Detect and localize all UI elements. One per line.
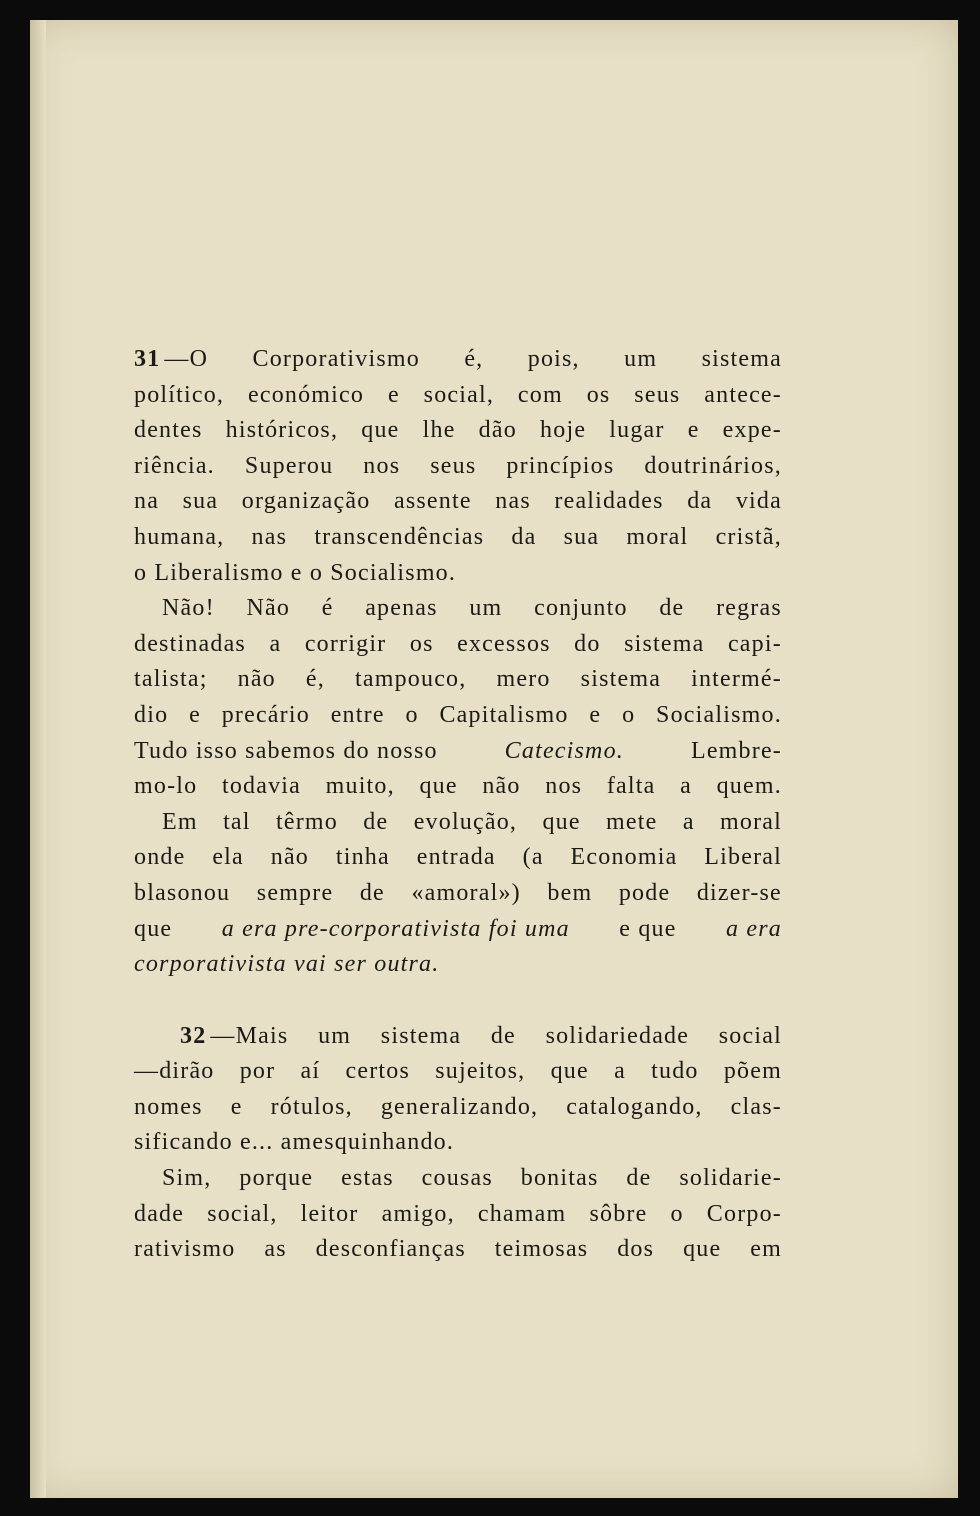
paragraph-31-line-5	[134, 484, 782, 520]
word: entre	[330, 701, 385, 728]
word: —Mais	[210, 1022, 289, 1049]
word: —dirão	[134, 1058, 215, 1085]
word: põem	[723, 1058, 782, 1085]
word: um	[469, 595, 503, 622]
word: de	[626, 1165, 652, 1192]
paragraph-em-tal-line-4	[134, 912, 782, 948]
word: porque	[239, 1165, 314, 1192]
word: de	[363, 808, 389, 835]
word: solidariedade	[545, 1022, 690, 1049]
paragraph-nao-line-2	[134, 627, 782, 663]
word: lhe	[422, 417, 456, 444]
paragraph-32-line-1	[134, 1019, 782, 1055]
word: tudo	[651, 1058, 699, 1085]
word: assente	[394, 488, 472, 515]
word: rativismo	[134, 1236, 236, 1263]
word: sistema	[380, 1022, 462, 1049]
line-text: o Liberalismo e o Socialismo.	[134, 559, 457, 586]
word: é,	[464, 346, 484, 372]
word: sistema	[701, 346, 782, 372]
word: mete	[606, 808, 658, 835]
word: Em	[162, 808, 198, 835]
word: blasonou	[134, 879, 231, 906]
word: destinadas	[134, 630, 246, 657]
word: social,	[207, 1200, 278, 1227]
era-italic-final: corporativista vai ser outra.	[134, 951, 440, 978]
word: estas	[341, 1165, 394, 1192]
word: generalizando,	[380, 1093, 539, 1120]
line-text	[134, 449, 782, 485]
word: sempre	[256, 879, 334, 906]
catecismo-italic: Catecismo.	[504, 737, 624, 764]
word: que	[361, 417, 400, 444]
word: os	[409, 630, 434, 657]
line-text: Tudo isso sabemos do nosso	[134, 737, 438, 764]
word: (a	[522, 844, 544, 871]
word: «amoral»)	[411, 879, 521, 906]
word: bonitas	[520, 1165, 599, 1192]
word: é,	[305, 666, 325, 693]
line-text: sificando e... amesquinhando.	[134, 1129, 455, 1156]
word: princípios	[506, 452, 615, 479]
word: político,	[134, 381, 225, 408]
paragraph-31-line-6	[134, 520, 782, 556]
word: corrigir	[304, 630, 387, 657]
word: de	[490, 1022, 516, 1049]
word: excessos	[457, 630, 551, 657]
word: em	[750, 1236, 782, 1263]
word: conjunto	[534, 595, 628, 622]
word: sistema	[624, 630, 705, 657]
word: nos	[545, 773, 583, 800]
word: cristã,	[715, 523, 782, 550]
word: antece-	[704, 381, 782, 408]
word: mo-lo	[134, 773, 198, 800]
word: intermé-	[691, 666, 782, 693]
word: evolução,	[413, 808, 518, 835]
word: a	[682, 808, 695, 835]
word: e	[687, 417, 700, 444]
word: não	[237, 666, 276, 693]
line-text	[134, 1232, 782, 1268]
line-text	[134, 1197, 782, 1233]
section-number-32: 32	[180, 1022, 207, 1049]
word: o	[622, 701, 636, 728]
line-text	[160, 342, 782, 378]
word: seus	[634, 381, 681, 408]
word: amigo,	[381, 1200, 455, 1227]
word: que	[542, 808, 581, 835]
word: pode	[618, 879, 671, 906]
word: e	[387, 381, 400, 408]
word: sôbre	[589, 1200, 648, 1227]
word: que	[419, 773, 458, 800]
page-text	[134, 342, 782, 1268]
word: os	[586, 381, 611, 408]
word: Não	[246, 595, 291, 622]
word: regras	[716, 595, 782, 622]
word: vida	[735, 488, 782, 515]
line-text	[134, 1090, 782, 1126]
word: dentes	[134, 417, 203, 444]
word: falta	[606, 773, 656, 800]
word: precário	[221, 701, 310, 728]
word: nas	[251, 523, 288, 550]
paragraph-sim-line-3	[134, 1232, 782, 1268]
word: social	[718, 1022, 782, 1049]
word: humana,	[134, 523, 225, 550]
word: muito,	[325, 773, 395, 800]
word: sua	[182, 488, 219, 515]
word: o	[405, 701, 419, 728]
line-text	[162, 805, 782, 841]
word: hoje	[540, 417, 587, 444]
line-text	[134, 378, 782, 414]
word: organização	[241, 488, 371, 515]
paragraph-em-tal-line-3	[134, 876, 782, 912]
word: ela	[212, 844, 244, 871]
word: riência.	[134, 452, 215, 479]
section-number-31: 31	[134, 346, 161, 372]
paragraph-em-tal-line-2	[134, 840, 782, 876]
word: não	[270, 844, 310, 871]
line-text	[134, 627, 782, 663]
word: um	[624, 346, 658, 372]
word: nos	[363, 452, 401, 479]
word: bem	[547, 879, 593, 906]
word: dizer-se	[696, 879, 782, 906]
word: —O	[164, 346, 209, 372]
word: as	[264, 1236, 287, 1263]
word: que	[683, 1236, 722, 1263]
word: Capitalismo	[439, 701, 569, 728]
word: moral	[720, 808, 782, 835]
word: doutrinários,	[644, 452, 782, 479]
word: Liberal	[704, 844, 782, 871]
line-text: e que	[619, 915, 677, 942]
word: Sim,	[162, 1165, 212, 1192]
word: Não!	[162, 595, 215, 622]
word: económico	[247, 381, 365, 408]
word: dão	[478, 417, 517, 444]
line-text	[162, 591, 782, 627]
line-text	[162, 1161, 782, 1197]
word: entrada	[416, 844, 496, 871]
word: clas-	[730, 1093, 782, 1120]
word: teimosas	[494, 1236, 589, 1263]
section-gap	[134, 983, 782, 1019]
line-text	[206, 1019, 782, 1055]
word: da	[687, 488, 713, 515]
word: onde	[134, 844, 186, 871]
line-text	[134, 1054, 782, 1090]
word: transcendências	[314, 523, 485, 550]
word: aí	[300, 1058, 321, 1085]
paragraph-31-line-2	[134, 378, 782, 414]
word: leitor	[300, 1200, 359, 1227]
word: Corpo-	[706, 1200, 782, 1227]
page-gutter-shadow	[30, 20, 46, 1498]
word: cousas	[421, 1165, 493, 1192]
word: têrmo	[275, 808, 338, 835]
line-text	[134, 413, 782, 449]
word: talista;	[134, 666, 208, 693]
word: mero	[496, 666, 551, 693]
word: todavia	[221, 773, 301, 800]
word: com	[517, 381, 563, 408]
word: social,	[423, 381, 495, 408]
word: nomes	[134, 1093, 203, 1120]
word: dade	[134, 1200, 185, 1227]
paragraph-nao-line-4	[134, 698, 782, 734]
word: e	[230, 1093, 243, 1120]
line-text	[134, 698, 782, 734]
paragraph-31-line-4	[134, 449, 782, 485]
line-text	[134, 840, 782, 876]
paragraph-em-tal-line-1	[134, 805, 782, 841]
word: na	[134, 488, 160, 515]
word: Economia	[570, 844, 678, 871]
paragraph-nao-line-5	[134, 734, 782, 770]
word: seus	[430, 452, 477, 479]
word: por	[239, 1058, 276, 1085]
word: o	[670, 1200, 684, 1227]
word: dio	[134, 701, 169, 728]
word: Superou	[244, 452, 334, 479]
word: capi-	[727, 630, 782, 657]
word: sujeitos,	[435, 1058, 526, 1085]
word: de	[359, 879, 385, 906]
word: pois,	[527, 346, 580, 372]
word: que	[550, 1058, 589, 1085]
paragraph-nao-line-1	[134, 591, 782, 627]
line-text	[134, 520, 782, 556]
paragraph-32-line-3	[134, 1090, 782, 1126]
word: catalogando,	[566, 1093, 703, 1120]
word: desconfianças	[315, 1236, 466, 1263]
word: quem.	[716, 773, 782, 800]
word: nas	[495, 488, 531, 515]
paragraph-sim-line-1	[134, 1161, 782, 1197]
word: tampouco,	[355, 666, 467, 693]
word: tal	[223, 808, 251, 835]
word: sistema	[580, 666, 662, 693]
word: do	[574, 630, 601, 657]
word: expe-	[722, 417, 782, 444]
word: a	[614, 1058, 626, 1085]
word: a	[680, 773, 692, 800]
word: históricos,	[225, 417, 339, 444]
paragraph-31-line-3	[134, 413, 782, 449]
era-italic-1: a era pre-corporativista foi uma	[221, 915, 570, 942]
word: é	[321, 595, 334, 622]
paragraph-31-line-1	[134, 342, 782, 378]
word: e	[189, 701, 201, 728]
word: dos	[617, 1236, 655, 1263]
book-page	[30, 20, 958, 1498]
word: rótulos,	[270, 1093, 353, 1120]
line-text	[134, 769, 782, 805]
word: lugar	[609, 417, 665, 444]
paragraph-32-line-4	[134, 1125, 782, 1161]
word: de	[659, 595, 685, 622]
line-text: que	[134, 915, 173, 942]
paragraph-nao-line-3	[134, 662, 782, 698]
word: tinha	[335, 844, 390, 871]
word: e	[589, 701, 602, 728]
paragraph-em-tal-line-5	[134, 947, 782, 983]
word: Corporativismo	[252, 346, 420, 372]
paragraph-31-line-7	[134, 556, 782, 592]
word: não	[482, 773, 521, 800]
word: certos	[345, 1058, 411, 1085]
word: um	[318, 1022, 352, 1049]
line-text: Lembre-	[690, 737, 782, 764]
word: realidades	[554, 488, 664, 515]
word: da	[511, 523, 537, 550]
word: sua	[563, 523, 600, 550]
paragraph-32-line-2	[134, 1054, 782, 1090]
paragraph-nao-line-6	[134, 769, 782, 805]
paragraph-sim-line-2	[134, 1197, 782, 1233]
line-text	[134, 484, 782, 520]
line-text	[134, 876, 782, 912]
word: solidarie-	[679, 1165, 782, 1192]
word: a	[269, 630, 282, 657]
word: Socialismo.	[656, 701, 782, 728]
word: apenas	[365, 595, 438, 622]
word: chamam	[477, 1200, 567, 1227]
word: moral	[626, 523, 689, 550]
line-text	[134, 662, 782, 698]
era-italic-2: a era	[726, 915, 782, 942]
